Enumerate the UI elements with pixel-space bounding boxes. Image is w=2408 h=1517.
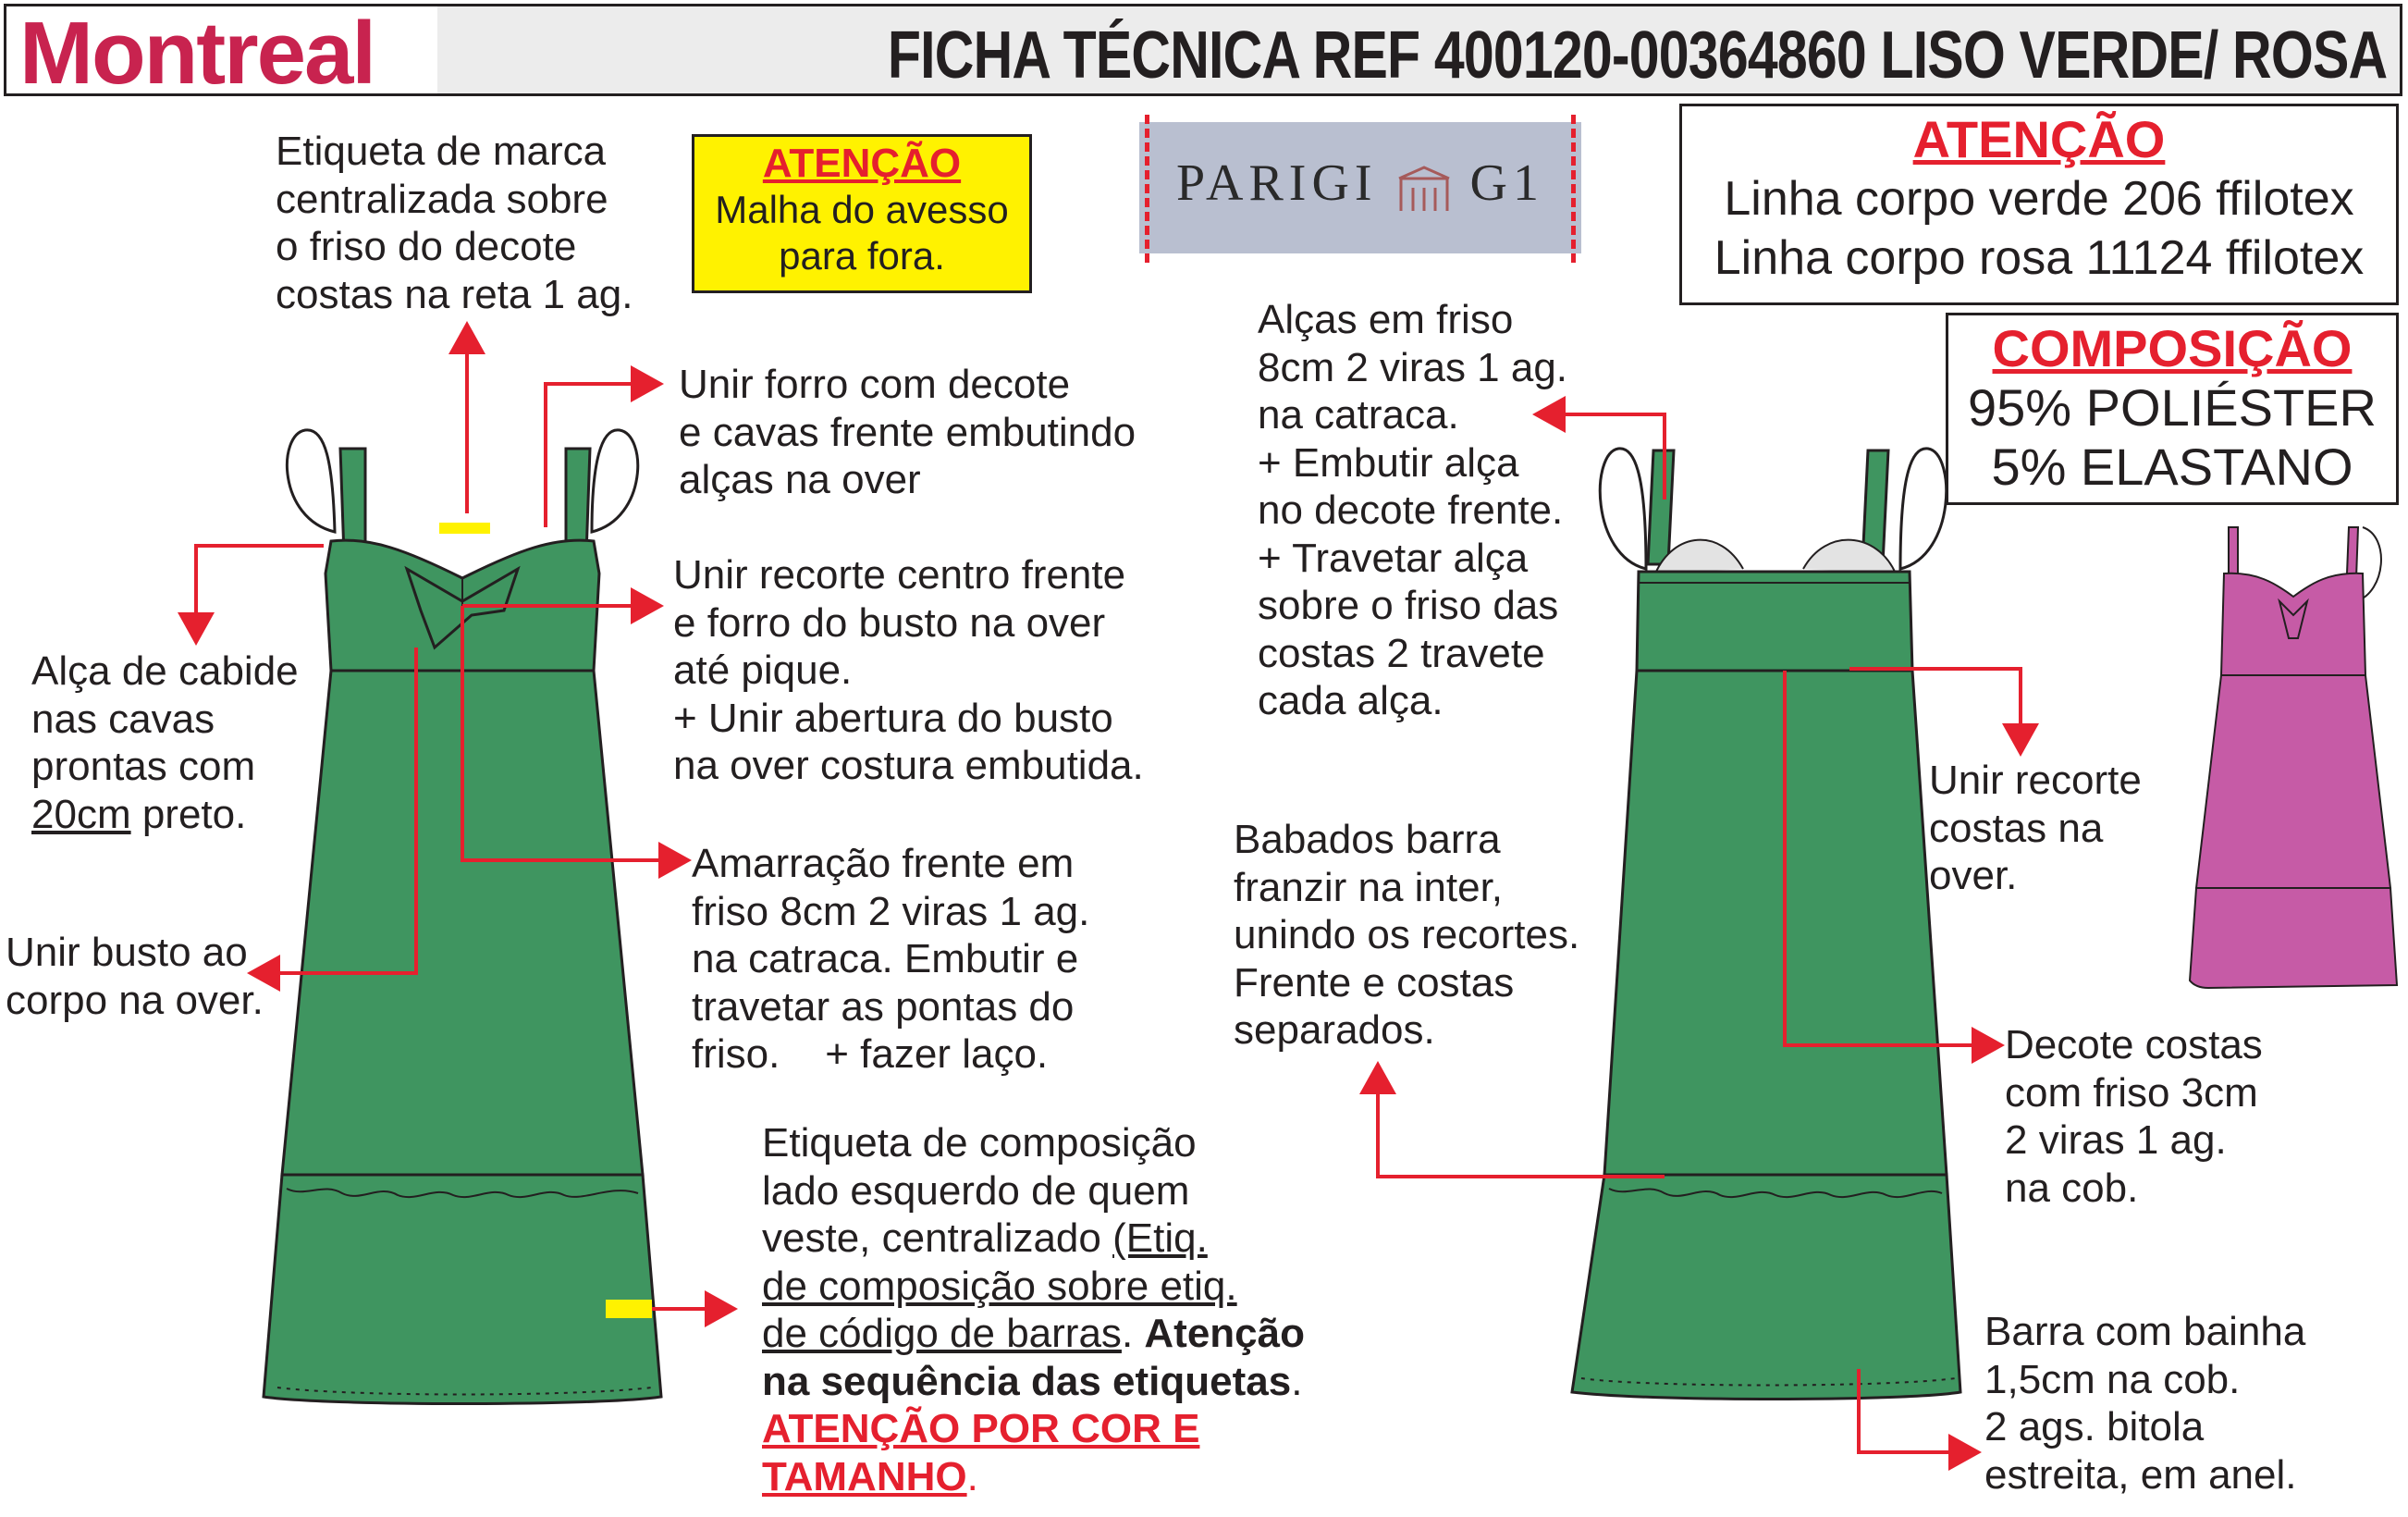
note-line: Unir recorte bbox=[1929, 758, 2142, 803]
note-span: Atenção bbox=[1144, 1311, 1305, 1356]
note-line: Unir busto ao bbox=[6, 930, 248, 975]
back-hanger-loop-left bbox=[1600, 449, 1646, 569]
note-line: 8cm 2 viras 1 ag. bbox=[1258, 344, 1568, 390]
note-line bbox=[762, 1215, 1305, 1263]
thread-line-pink: Linha corpo rosa 11124 ffilotex bbox=[1714, 231, 2365, 285]
note-line: no decote frente. bbox=[1258, 487, 1564, 533]
pink-dress-sketch bbox=[2190, 527, 2397, 988]
note-line: Babados barra bbox=[1234, 817, 1501, 862]
note-line: sobre o friso das bbox=[1258, 583, 1559, 628]
note-line bbox=[762, 1310, 1305, 1358]
note-line: Etiqueta de composição bbox=[762, 1120, 1197, 1166]
note-back-seam bbox=[1929, 757, 2142, 900]
note-front-tie bbox=[692, 840, 1089, 1079]
composition-line: 5% ELASTANO bbox=[1991, 438, 2353, 496]
note-line: até pique. bbox=[673, 648, 853, 693]
label-left-text: PARIGI bbox=[1176, 154, 1378, 212]
back-skirt bbox=[1604, 671, 1947, 1175]
note-line: na cob. bbox=[2005, 1165, 2139, 1211]
note-line bbox=[762, 1358, 1305, 1406]
back-dress-sketch bbox=[1572, 449, 1960, 1400]
note-line: friso 8cm 2 viras 1 ag. bbox=[692, 888, 1090, 934]
note-line: Alça de cabide bbox=[31, 648, 299, 694]
note-line: over. bbox=[1929, 853, 2018, 898]
back-ruffle bbox=[1572, 1175, 1960, 1400]
note-line: 2 viras 1 ag. bbox=[2005, 1117, 2227, 1163]
note-line: 1,5cm na cob. bbox=[1984, 1356, 2241, 1402]
note-line: Decote costas bbox=[2005, 1022, 2263, 1067]
note-ruffles bbox=[1234, 816, 1579, 1054]
note-warning: TAMANHO bbox=[762, 1453, 967, 1499]
attention-line: Malha do avesso bbox=[715, 188, 1009, 231]
attention-thread-box bbox=[1679, 104, 2399, 305]
note-line: e cavas frente embutindo bbox=[679, 409, 1136, 455]
note-line: Etiqueta de marca bbox=[276, 129, 607, 174]
note-span: . bbox=[966, 1453, 978, 1499]
note-line: + Travetar alça bbox=[1258, 535, 1529, 581]
note-line: na catraca. bbox=[1258, 392, 1459, 438]
note-bust-body bbox=[6, 929, 264, 1024]
note-line: + Embutir alça bbox=[1258, 439, 1519, 486]
note-line: estreita, em anel. bbox=[1984, 1451, 2297, 1498]
front-dress-sketch bbox=[264, 430, 661, 1404]
composition-title: COMPOSIÇÃO bbox=[1992, 319, 2353, 377]
note-line: Frente e costas bbox=[1234, 959, 1515, 1005]
note-line bbox=[31, 791, 299, 839]
attention-line: para fora. bbox=[779, 234, 945, 278]
woven-label bbox=[1139, 122, 1581, 253]
note-line: o friso do decote bbox=[276, 224, 577, 269]
note-line: nas cavas bbox=[31, 696, 215, 742]
attention-knit-box bbox=[692, 134, 1032, 293]
front-hanger-loop-left bbox=[287, 430, 335, 532]
note-line: lado esquerdo de quem bbox=[762, 1167, 1190, 1214]
note-line: friso. + fazer laço. bbox=[692, 1031, 1049, 1077]
front-hanger-loop-right bbox=[592, 430, 638, 532]
note-hem bbox=[1984, 1308, 2305, 1498]
note-line: costas na bbox=[1929, 805, 2104, 851]
label-right-text: G1 bbox=[1469, 154, 1544, 212]
note-line: corpo na over. bbox=[6, 977, 264, 1023]
note-line: 2 ags. bitola bbox=[1984, 1404, 2205, 1449]
attention-title: ATENÇÃO bbox=[762, 141, 962, 186]
note-lining bbox=[679, 361, 1136, 504]
note-line: centralizada sobre bbox=[276, 176, 608, 222]
note-line: Unir recorte centro frente bbox=[673, 552, 1126, 598]
note-span: . bbox=[1291, 1358, 1303, 1404]
note-line: alças na over bbox=[679, 457, 921, 502]
composition-box bbox=[1946, 313, 2399, 505]
note-hanger-loop bbox=[31, 648, 299, 838]
note-length: 20cm bbox=[31, 791, 131, 837]
back-hanger-loop-right bbox=[1900, 449, 1947, 569]
note-line: franzir na inter, bbox=[1234, 864, 1504, 910]
note-brand-label bbox=[276, 128, 633, 318]
note-span: na sequência das etiquetas bbox=[762, 1358, 1292, 1404]
note-comp-label bbox=[762, 1119, 1305, 1500]
note-span: . bbox=[1121, 1311, 1145, 1356]
note-line: + Unir abertura do busto bbox=[673, 695, 1113, 741]
note-line: Amarração frente em bbox=[692, 841, 1075, 886]
note-line: e forro do busto na over bbox=[673, 599, 1106, 646]
note-line: de composição sobre etiq. bbox=[762, 1263, 1237, 1309]
note-line: travetar as pontas do bbox=[692, 983, 1075, 1030]
brand-label-marker bbox=[439, 523, 490, 534]
back-bodice bbox=[1637, 572, 1912, 671]
thread-line-green: Linha corpo verde 206 ffilotex bbox=[1724, 172, 2354, 226]
note-line: Unir forro com decote bbox=[679, 362, 1071, 407]
note-line: cada alça. bbox=[1258, 678, 1444, 723]
comp-label-marker bbox=[606, 1300, 652, 1318]
note-straps bbox=[1258, 296, 1567, 725]
note-span: (Etiq. bbox=[1112, 1215, 1208, 1261]
note-color: preto. bbox=[130, 791, 247, 837]
note-line: Barra com bainha bbox=[1984, 1309, 2306, 1354]
note-back-neck bbox=[2005, 1021, 2263, 1212]
note-line: separados. bbox=[1234, 1007, 1435, 1053]
note-line: na catraca. Embutir e bbox=[692, 936, 1079, 981]
page-title: FICHA TÉCNICA REF 400120-00364860 LISO VERDE/ ROSA bbox=[887, 18, 2387, 92]
composition-line: 95% POLIÉSTER bbox=[1968, 378, 2377, 437]
arch-icon bbox=[1396, 160, 1452, 216]
note-center-front bbox=[673, 551, 1144, 790]
note-span: de código de barras bbox=[762, 1311, 1122, 1356]
note-line: prontas com bbox=[31, 744, 256, 789]
note-line: unindo os recortes. bbox=[1234, 912, 1580, 957]
note-line: costas 2 travete bbox=[1258, 630, 1545, 676]
note-line: na over costura embutida. bbox=[673, 743, 1144, 788]
note-span: veste, centralizado bbox=[762, 1215, 1113, 1261]
note-line: costas na reta 1 ag. bbox=[276, 271, 633, 317]
back-lining bbox=[1655, 540, 1896, 574]
label-text bbox=[1139, 154, 1581, 216]
front-ruffle bbox=[264, 1175, 661, 1404]
note-line: Alças em friso bbox=[1258, 297, 1514, 342]
note-line: com friso 3cm bbox=[2005, 1069, 2258, 1116]
note-line bbox=[762, 1453, 1305, 1501]
attention-thread-title: ATENÇÃO bbox=[1912, 110, 2166, 168]
note-warning: ATENÇÃO POR COR E bbox=[762, 1406, 1200, 1451]
brand-logo: Montreal bbox=[19, 4, 375, 103]
back-strap-left bbox=[1648, 450, 1674, 564]
